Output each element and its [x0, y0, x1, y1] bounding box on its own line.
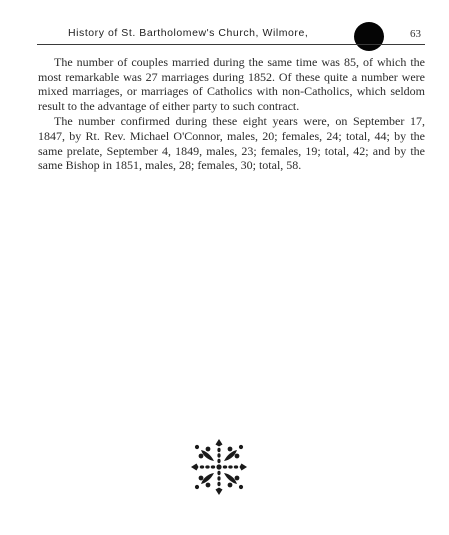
- paragraph-confirmations: The number confirmed during these eight years were, on September 17, 1847, by Rt. Rev. Michael O'Connor, males, 20; females, 24; total, 44; by the same prelate, September 4, 1849, males, 23; females, 19; total, 42; and by the same Bishop in 1851, males, 28; females, 30; total, 58.: [38, 114, 425, 173]
- running-title: History of St. Bartholomew's Church, Wilmore,: [68, 27, 309, 39]
- ornament-graphic: [188, 436, 250, 498]
- page-header: [0, 0, 449, 50]
- ink-blot: [354, 22, 384, 51]
- body-text: [38, 55, 425, 173]
- paragraph-marriages: The number of couples married during the same time was 85, of which the most remarkable was 27 marriages during 1852. Of these quite a number were mixed marriages, or marriages of Catholics with non-Catholics, which seldom result to the advantage of either party to such contract.: [38, 55, 425, 113]
- header-rule: [37, 44, 425, 45]
- floral-cross-ornament-icon: [188, 436, 250, 498]
- page-number: 63: [410, 28, 421, 40]
